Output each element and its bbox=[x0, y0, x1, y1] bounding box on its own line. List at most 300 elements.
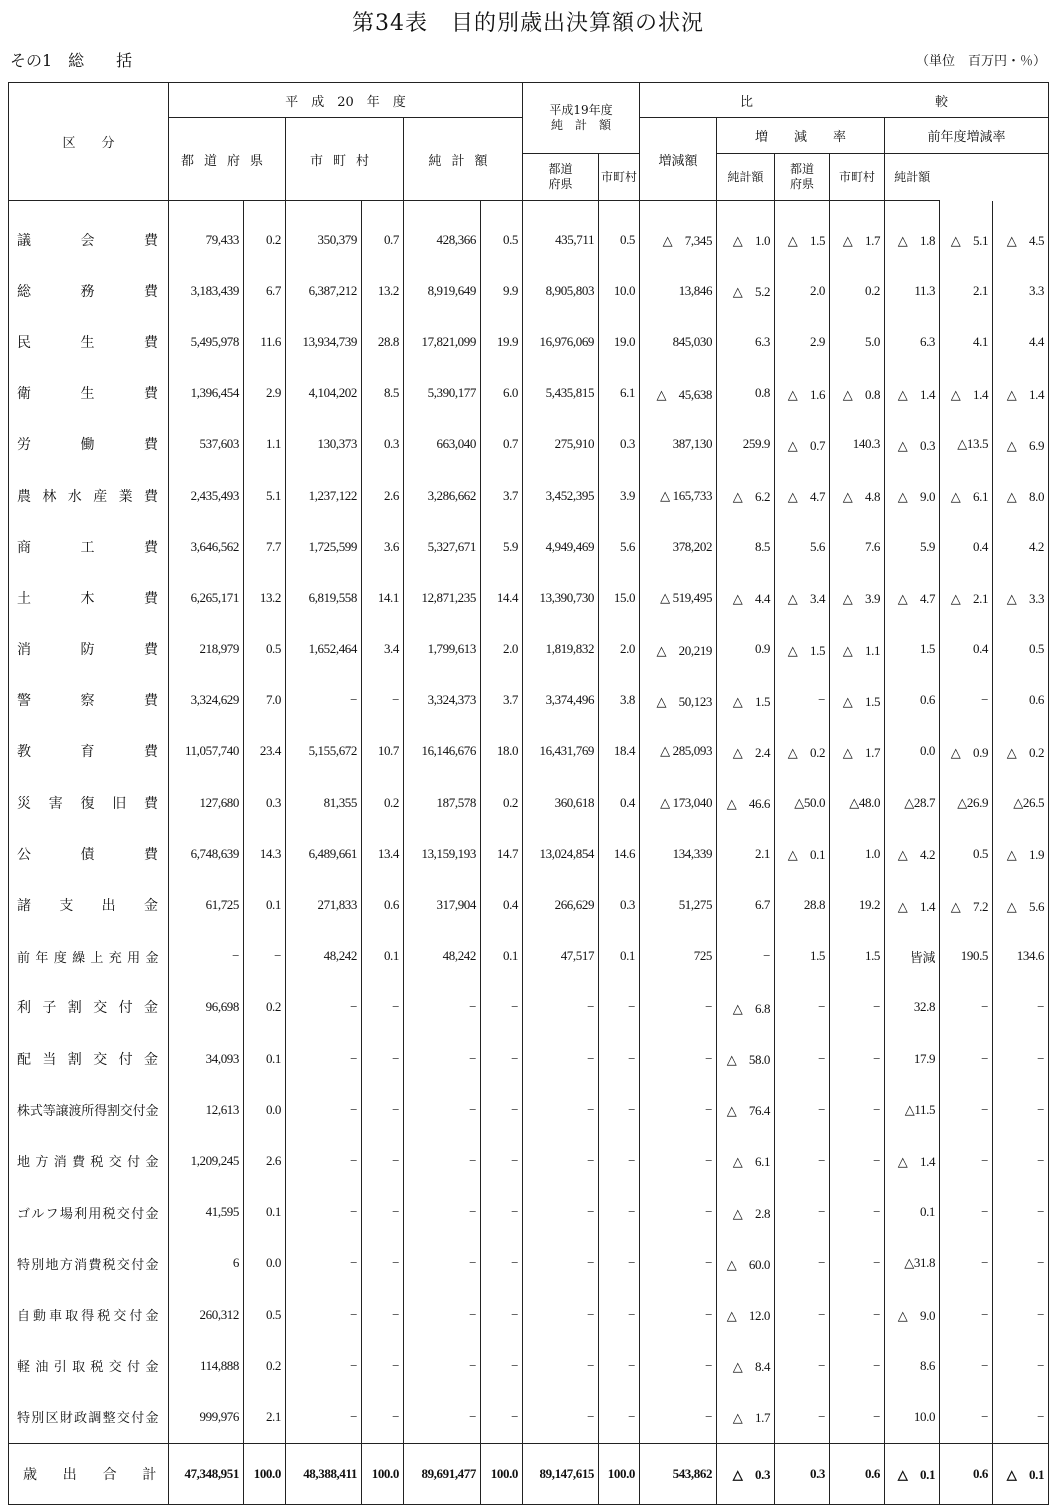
cell: 317,904 bbox=[404, 879, 481, 930]
table-row bbox=[9, 1033, 1049, 1084]
cell: △ 50,123 bbox=[640, 675, 717, 726]
cell: 6,748,639 bbox=[169, 828, 244, 879]
cell: − bbox=[523, 1340, 599, 1391]
row-label: 株式等譲渡所得割交付金 bbox=[9, 1084, 169, 1135]
cell: 6.7 bbox=[717, 879, 775, 930]
table-row bbox=[9, 777, 1049, 828]
header-rate-pref-l1: 都道 bbox=[548, 162, 573, 176]
cell: − bbox=[775, 1187, 830, 1238]
row-label: 自動車取得税交付金 bbox=[9, 1289, 169, 1340]
row-label: 災害復旧費 bbox=[9, 777, 169, 828]
header-fy20: 平 成 20 年 度 bbox=[169, 83, 523, 118]
cell: 17.9 bbox=[885, 1033, 940, 1084]
header-change-amount: 増減額 bbox=[640, 118, 717, 201]
cell: △ 4.2 bbox=[885, 828, 940, 879]
cell: 0.4 bbox=[481, 879, 523, 930]
cell: 0.1 bbox=[244, 1187, 286, 1238]
table-row bbox=[9, 1289, 1049, 1340]
cell: − bbox=[640, 1135, 717, 1186]
cell: − bbox=[830, 1187, 885, 1238]
cell: 4.1 bbox=[940, 316, 993, 367]
cell: 6.3 bbox=[885, 316, 940, 367]
cell: 134.6 bbox=[993, 931, 1049, 982]
cell: 0.3 bbox=[775, 1443, 830, 1504]
cell: − bbox=[940, 1340, 993, 1391]
cell: 114,888 bbox=[169, 1340, 244, 1391]
cell: 266,629 bbox=[523, 879, 599, 930]
cell: − bbox=[404, 1340, 481, 1391]
cell: − bbox=[404, 1135, 481, 1186]
cell: 1.5 bbox=[885, 624, 940, 675]
cell: − bbox=[599, 1391, 640, 1443]
cell: 0.6 bbox=[940, 1443, 993, 1504]
cell: 0.5 bbox=[244, 624, 286, 675]
cell: 259.9 bbox=[717, 419, 775, 470]
cell: 3.7 bbox=[481, 470, 523, 521]
cell: 9.9 bbox=[481, 265, 523, 316]
cell: △ 4.4 bbox=[717, 572, 775, 623]
cell: 18.0 bbox=[481, 726, 523, 777]
row-label: 土木費 bbox=[9, 572, 169, 623]
cell: − bbox=[599, 1238, 640, 1289]
cell: △28.7 bbox=[885, 777, 940, 828]
cell: 10.0 bbox=[885, 1391, 940, 1443]
cell: − bbox=[993, 1238, 1049, 1289]
cell: − bbox=[599, 1340, 640, 1391]
cell: 8.5 bbox=[717, 521, 775, 572]
row-label: 特別区財政調整交付金 bbox=[9, 1391, 169, 1443]
cell: − bbox=[717, 931, 775, 982]
table-row bbox=[9, 726, 1049, 777]
cell: 14.4 bbox=[481, 572, 523, 623]
cell: 0.3 bbox=[599, 879, 640, 930]
cell: − bbox=[599, 1033, 640, 1084]
cell: △ 8.0 bbox=[993, 470, 1049, 521]
cell: 100.0 bbox=[362, 1443, 404, 1504]
cell: − bbox=[940, 1187, 993, 1238]
cell: △ 2.8 bbox=[717, 1187, 775, 1238]
cell: − bbox=[830, 1289, 885, 1340]
cell: − bbox=[286, 1391, 362, 1443]
cell: 0.0 bbox=[244, 1238, 286, 1289]
cell: − bbox=[830, 1238, 885, 1289]
cell: 15.0 bbox=[599, 572, 640, 623]
header-fy19-line2: 純 計 額 bbox=[551, 118, 612, 132]
cell: − bbox=[404, 982, 481, 1033]
cell: 12,613 bbox=[169, 1084, 244, 1135]
cell: △ 3.4 bbox=[775, 572, 830, 623]
cell: 6 bbox=[169, 1238, 244, 1289]
cell: − bbox=[993, 1340, 1049, 1391]
cell: 14.6 bbox=[599, 828, 640, 879]
cell: − bbox=[404, 1289, 481, 1340]
cell: △ 8.4 bbox=[717, 1340, 775, 1391]
cell: 350,379 bbox=[286, 214, 362, 265]
cell: 7.6 bbox=[830, 521, 885, 572]
cell: △ 1.4 bbox=[885, 368, 940, 419]
cell: 17,821,099 bbox=[404, 316, 481, 367]
cell: 3.7 bbox=[481, 675, 523, 726]
cell: 0.2 bbox=[244, 1340, 286, 1391]
cell: △ 5.2 bbox=[717, 265, 775, 316]
cell: 皆減 bbox=[885, 931, 940, 982]
cell: △31.8 bbox=[885, 1238, 940, 1289]
cell: △ 60.0 bbox=[717, 1238, 775, 1289]
row-label: ゴルフ場利用税交付金 bbox=[9, 1187, 169, 1238]
cell: 3,374,496 bbox=[523, 675, 599, 726]
cell: 16,431,769 bbox=[523, 726, 599, 777]
table-row bbox=[9, 1340, 1049, 1391]
cell: − bbox=[286, 1289, 362, 1340]
cell: 8,919,649 bbox=[404, 265, 481, 316]
cell: 7.0 bbox=[244, 675, 286, 726]
cell: 0.1 bbox=[599, 931, 640, 982]
header-prev-pref bbox=[775, 154, 830, 201]
cell: − bbox=[362, 675, 404, 726]
cell: 3.6 bbox=[362, 521, 404, 572]
cell: − bbox=[481, 982, 523, 1033]
row-label: 配当割交付金 bbox=[9, 1033, 169, 1084]
cell: 4.2 bbox=[993, 521, 1049, 572]
table-row bbox=[9, 419, 1049, 470]
table-row bbox=[9, 265, 1049, 316]
cell: △ 0.1 bbox=[993, 1443, 1049, 1504]
cell: − bbox=[640, 982, 717, 1033]
row-label: 前年度繰上充用金 bbox=[9, 931, 169, 982]
row-label: 総務費 bbox=[9, 265, 169, 316]
cell: − bbox=[286, 1238, 362, 1289]
cell: 187,578 bbox=[404, 777, 481, 828]
cell: △ 1.9 bbox=[993, 828, 1049, 879]
cell: − bbox=[523, 1187, 599, 1238]
cell: 2,435,493 bbox=[169, 470, 244, 521]
cell: 127,680 bbox=[169, 777, 244, 828]
cell: − bbox=[286, 675, 362, 726]
cell: − bbox=[940, 1084, 993, 1135]
cell: 0.2 bbox=[481, 777, 523, 828]
cell: 3.4 bbox=[362, 624, 404, 675]
cell: 13.2 bbox=[362, 265, 404, 316]
cell: 6.3 bbox=[717, 316, 775, 367]
cell: △ 1.5 bbox=[830, 675, 885, 726]
cell: 3.9 bbox=[599, 470, 640, 521]
row-label: 地方消費税交付金 bbox=[9, 1135, 169, 1186]
header-prev-muni: 市町村 bbox=[830, 154, 885, 201]
cell: 0.6 bbox=[993, 675, 1049, 726]
cell: 1,652,464 bbox=[286, 624, 362, 675]
cell: 13.4 bbox=[362, 828, 404, 879]
table-row bbox=[9, 1084, 1049, 1135]
cell: − bbox=[940, 982, 993, 1033]
cell: − bbox=[993, 1033, 1049, 1084]
row-label: 諸支出金 bbox=[9, 879, 169, 930]
cell: △ 6.8 bbox=[717, 982, 775, 1033]
cell: 271,833 bbox=[286, 879, 362, 930]
cell: 6,819,558 bbox=[286, 572, 362, 623]
cell: − bbox=[993, 1135, 1049, 1186]
cell: 81,355 bbox=[286, 777, 362, 828]
cell: − bbox=[775, 675, 830, 726]
cell: 5.6 bbox=[775, 521, 830, 572]
cell: − bbox=[481, 1340, 523, 1391]
cell: 19.9 bbox=[481, 316, 523, 367]
cell: 23.4 bbox=[244, 726, 286, 777]
cell: 725 bbox=[640, 931, 717, 982]
cell: − bbox=[993, 1084, 1049, 1135]
header-rate-net: 純計額 bbox=[717, 154, 775, 201]
cell: − bbox=[775, 1340, 830, 1391]
cell: 543,862 bbox=[640, 1443, 717, 1504]
cell: 8.6 bbox=[885, 1340, 940, 1391]
cell: 19.0 bbox=[599, 316, 640, 367]
header-fy19-line1: 平成19年度 bbox=[549, 103, 613, 117]
cell: △ 0.1 bbox=[775, 828, 830, 879]
cell: 5,155,672 bbox=[286, 726, 362, 777]
header-change-rate: 増 減 率 bbox=[717, 118, 885, 154]
cell: − bbox=[993, 1391, 1049, 1443]
cell: − bbox=[362, 1238, 404, 1289]
cell: △ 20,219 bbox=[640, 624, 717, 675]
cell: − bbox=[830, 1135, 885, 1186]
cell: 51,275 bbox=[640, 879, 717, 930]
total-row bbox=[9, 1443, 1049, 1504]
header-fy19 bbox=[523, 83, 640, 154]
cell: − bbox=[481, 1135, 523, 1186]
cell: 2.0 bbox=[599, 624, 640, 675]
cell: 0.5 bbox=[481, 214, 523, 265]
cell: △ 2.1 bbox=[940, 572, 993, 623]
cell: 5.9 bbox=[885, 521, 940, 572]
cell: △ 46.6 bbox=[717, 777, 775, 828]
table-title: 第34表 目的別歳出決算額の状況 bbox=[352, 11, 704, 36]
cell: − bbox=[481, 1084, 523, 1135]
cell: 19.2 bbox=[830, 879, 885, 930]
cell: − bbox=[362, 1340, 404, 1391]
cell: 96,698 bbox=[169, 982, 244, 1033]
row-label: 議会費 bbox=[9, 214, 169, 265]
cell: △ 165,733 bbox=[640, 470, 717, 521]
cell: 6.1 bbox=[599, 368, 640, 419]
cell: − bbox=[830, 1084, 885, 1135]
cell: 2.6 bbox=[362, 470, 404, 521]
cell: △ 519,495 bbox=[640, 572, 717, 623]
cell: 5.1 bbox=[244, 470, 286, 521]
row-label: 農林水産業費 bbox=[9, 470, 169, 521]
cell: − bbox=[404, 1238, 481, 1289]
cell: − bbox=[640, 1289, 717, 1340]
row-label: 利子割交付金 bbox=[9, 982, 169, 1033]
cell: 1.1 bbox=[244, 419, 286, 470]
table-row bbox=[9, 316, 1049, 367]
cell: 0.2 bbox=[244, 982, 286, 1033]
cell: 48,388,411 bbox=[286, 1443, 362, 1504]
cell: 3.8 bbox=[599, 675, 640, 726]
cell: 13,934,739 bbox=[286, 316, 362, 367]
cell: − bbox=[599, 982, 640, 1033]
cell: − bbox=[286, 1084, 362, 1135]
header-prev-rate: 前年度増減率 bbox=[885, 118, 1049, 154]
table-row bbox=[9, 368, 1049, 419]
cell: △ 9.0 bbox=[885, 470, 940, 521]
row-label: 軽油引取税交付金 bbox=[9, 1340, 169, 1391]
expenditure-table bbox=[8, 82, 1049, 1505]
cell: 0.6 bbox=[885, 675, 940, 726]
cell: − bbox=[640, 1187, 717, 1238]
cell: 2.1 bbox=[244, 1391, 286, 1443]
cell: 2.0 bbox=[775, 265, 830, 316]
cell: − bbox=[993, 1289, 1049, 1340]
cell: 845,030 bbox=[640, 316, 717, 367]
cell: △ 2.4 bbox=[717, 726, 775, 777]
cell: 0.4 bbox=[940, 624, 993, 675]
cell: − bbox=[523, 1289, 599, 1340]
cell: △ 12.0 bbox=[717, 1289, 775, 1340]
cell: 2.0 bbox=[481, 624, 523, 675]
cell: 79,433 bbox=[169, 214, 244, 265]
cell: 89,147,615 bbox=[523, 1443, 599, 1504]
cell: △ 5.6 bbox=[993, 879, 1049, 930]
cell: △ 285,093 bbox=[640, 726, 717, 777]
row-label: 教育費 bbox=[9, 726, 169, 777]
cell: 537,603 bbox=[169, 419, 244, 470]
spacer-row bbox=[9, 201, 1049, 215]
cell: 0.7 bbox=[481, 419, 523, 470]
table-body bbox=[9, 201, 1049, 1505]
cell: △ 1.5 bbox=[775, 624, 830, 675]
cell: 2.9 bbox=[775, 316, 830, 367]
cell: − bbox=[523, 1084, 599, 1135]
cell: △ 173,040 bbox=[640, 777, 717, 828]
cell: 0.9 bbox=[717, 624, 775, 675]
cell: 6,265,171 bbox=[169, 572, 244, 623]
cell: 48,242 bbox=[404, 931, 481, 982]
cell: 0.0 bbox=[885, 726, 940, 777]
cell: 140.3 bbox=[830, 419, 885, 470]
cell: − bbox=[523, 1033, 599, 1084]
cell: − bbox=[940, 1135, 993, 1186]
cell: 1,819,832 bbox=[523, 624, 599, 675]
cell: 0.3 bbox=[599, 419, 640, 470]
cell: 2.6 bbox=[244, 1135, 286, 1186]
cell: 14.7 bbox=[481, 828, 523, 879]
cell: 2.1 bbox=[940, 265, 993, 316]
table-row bbox=[9, 982, 1049, 1033]
cell: − bbox=[830, 1391, 885, 1443]
cell: △ 1.4 bbox=[885, 879, 940, 930]
cell: 12,871,235 bbox=[404, 572, 481, 623]
cell: − bbox=[993, 982, 1049, 1033]
cell: 100.0 bbox=[599, 1443, 640, 1504]
cell: − bbox=[523, 1238, 599, 1289]
cell: − bbox=[404, 1033, 481, 1084]
cell: 7.7 bbox=[244, 521, 286, 572]
cell: 2.9 bbox=[244, 368, 286, 419]
cell: − bbox=[830, 1340, 885, 1391]
cell: − bbox=[640, 1340, 717, 1391]
cell: △ 1.5 bbox=[775, 214, 830, 265]
cell: 0.6 bbox=[362, 879, 404, 930]
cell: − bbox=[523, 982, 599, 1033]
cell: − bbox=[775, 1135, 830, 1186]
cell: 48,242 bbox=[286, 931, 362, 982]
cell: 1,799,613 bbox=[404, 624, 481, 675]
cell: 28.8 bbox=[775, 879, 830, 930]
cell: 89,691,477 bbox=[404, 1443, 481, 1504]
cell: △ 58.0 bbox=[717, 1033, 775, 1084]
cell: − bbox=[775, 1289, 830, 1340]
cell: △ 1.8 bbox=[885, 214, 940, 265]
cell: △ 4.7 bbox=[775, 470, 830, 521]
cell: − bbox=[599, 1084, 640, 1135]
cell: − bbox=[362, 1135, 404, 1186]
cell: − bbox=[775, 1238, 830, 1289]
cell: 100.0 bbox=[481, 1443, 523, 1504]
cell: 4.4 bbox=[993, 316, 1049, 367]
table-row bbox=[9, 1135, 1049, 1186]
cell: △ 6.1 bbox=[940, 470, 993, 521]
cell: 13,159,193 bbox=[404, 828, 481, 879]
header-net: 純計額 bbox=[404, 118, 523, 201]
cell: 0.1 bbox=[481, 931, 523, 982]
cell: 0.2 bbox=[362, 777, 404, 828]
cell: △ 7,345 bbox=[640, 214, 717, 265]
cell: △ 1.6 bbox=[775, 368, 830, 419]
cell: 5,435,815 bbox=[523, 368, 599, 419]
row-label: 民生費 bbox=[9, 316, 169, 367]
cell: 1.5 bbox=[830, 931, 885, 982]
cell: △ 0.3 bbox=[717, 1443, 775, 1504]
table-row bbox=[9, 470, 1049, 521]
cell: 34,093 bbox=[169, 1033, 244, 1084]
cell: 190.5 bbox=[940, 931, 993, 982]
cell: − bbox=[481, 1238, 523, 1289]
cell: − bbox=[286, 1033, 362, 1084]
cell: △ 0.1 bbox=[885, 1443, 940, 1504]
cell: △ 3.3 bbox=[993, 572, 1049, 623]
cell: △ 0.3 bbox=[885, 419, 940, 470]
cell: △50.0 bbox=[775, 777, 830, 828]
row-label: 衛生費 bbox=[9, 368, 169, 419]
cell: − bbox=[599, 1289, 640, 1340]
cell: 0.2 bbox=[244, 214, 286, 265]
row-label: 商工費 bbox=[9, 521, 169, 572]
cell: − bbox=[523, 1135, 599, 1186]
cell: − bbox=[362, 982, 404, 1033]
cell: 8.5 bbox=[362, 368, 404, 419]
table-row bbox=[9, 1187, 1049, 1238]
cell: 3,324,629 bbox=[169, 675, 244, 726]
cell: 1.0 bbox=[830, 828, 885, 879]
cell: − bbox=[404, 1391, 481, 1443]
cell: 0.1 bbox=[244, 1033, 286, 1084]
cell: 0.8 bbox=[717, 368, 775, 419]
cell: 134,339 bbox=[640, 828, 717, 879]
cell: 61,725 bbox=[169, 879, 244, 930]
cell: △ 6.9 bbox=[993, 419, 1049, 470]
cell: 1,725,599 bbox=[286, 521, 362, 572]
cell: 0.3 bbox=[362, 419, 404, 470]
cell: 0.6 bbox=[830, 1443, 885, 1504]
cell: 3,646,562 bbox=[169, 521, 244, 572]
cell: 13,024,854 bbox=[523, 828, 599, 879]
cell: 14.3 bbox=[244, 828, 286, 879]
cell: △ 0.8 bbox=[830, 368, 885, 419]
cell: 13.2 bbox=[244, 572, 286, 623]
cell: 0.1 bbox=[244, 879, 286, 930]
cell: △ 1.7 bbox=[830, 726, 885, 777]
cell: − bbox=[940, 1391, 993, 1443]
header-prev-pref-l2: 府県 bbox=[790, 177, 815, 191]
